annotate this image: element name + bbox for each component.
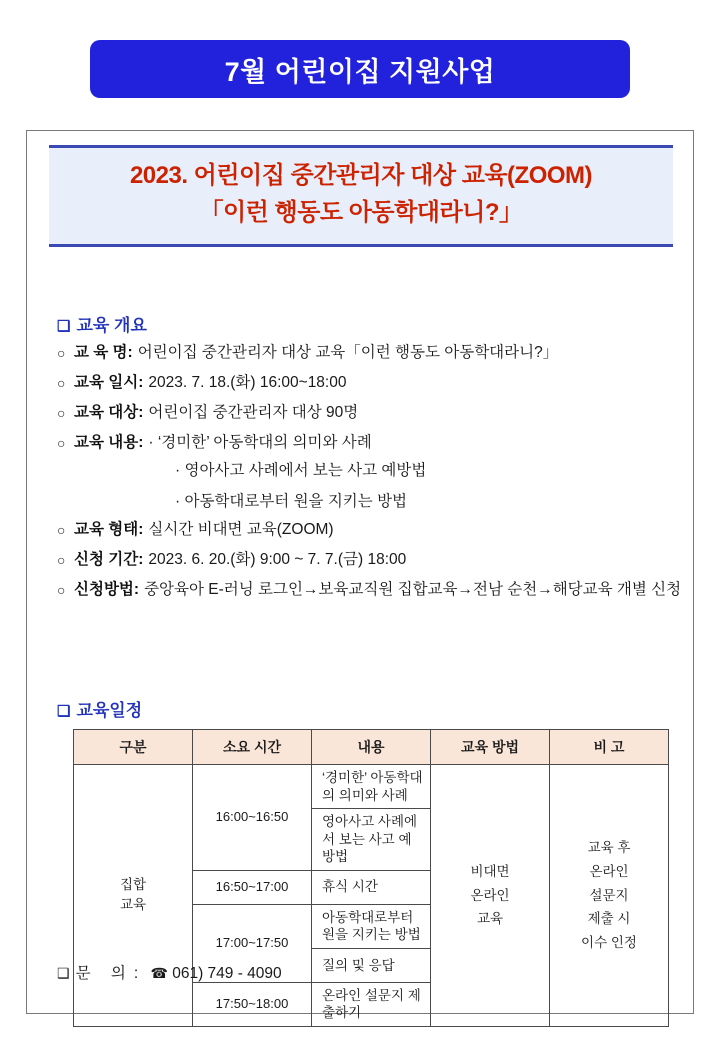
table-row — [74, 765, 669, 809]
list-item-value: 중앙육아 E-러닝 로그인→보육교직원 집합교육→전남 순천→해당교육 개별 신청 — [144, 580, 682, 598]
circle-bullet-icon: ○ — [57, 345, 66, 361]
cell-note — [550, 765, 669, 1027]
list-item — [57, 433, 677, 454]
cell-time: 16:50~17:00 — [193, 870, 312, 904]
cell-method-line-1: 비대면 — [470, 864, 510, 880]
section-heading-overview — [57, 311, 147, 336]
cell-time: 17:00~17:50 — [193, 904, 312, 982]
cell-method-line-2: 온라인 — [470, 887, 510, 903]
list-item — [57, 520, 677, 541]
banner-container — [90, 40, 630, 98]
square-bullet-icon: ❑ — [57, 703, 71, 720]
list-item-value: 어린이집 중간관리자 대상 90명 — [148, 403, 359, 421]
cell-note-line-5: 이수 인정 — [581, 934, 637, 950]
headline-line-2: 「이런 행동도 아동학대라니?」 — [199, 198, 523, 226]
circle-bullet-icon: ○ — [57, 374, 66, 391]
cell-content: ‘경미한’ 아동학대의 의미와 사례 — [312, 765, 431, 809]
cell-note-line-2: 온라인 — [589, 864, 629, 880]
cell-kind — [74, 765, 193, 1027]
list-sub-item: · 아동학대로부터 원을 지키는 방법 — [175, 492, 408, 510]
list-item-label: 교육 일시: — [74, 373, 144, 391]
overview-list — [57, 343, 682, 609]
list-item-value: 2023. 7. 18.(화) 16:00~18:00 — [148, 373, 347, 391]
list-item — [57, 373, 677, 394]
telephone-icon: ☎ — [150, 965, 168, 981]
column-header-content: 내용 — [312, 730, 431, 765]
list-item-value: · ‘경미한’ 아동학대의 의미와 사례 — [148, 433, 372, 451]
circle-bullet-icon: ○ — [57, 581, 66, 598]
list-item-value: 실시간 비대면 교육(ZOOM) — [148, 520, 334, 538]
headline-block — [49, 145, 673, 247]
column-header-method: 교육 방법 — [431, 730, 550, 765]
list-item — [57, 550, 677, 571]
contact-line — [57, 961, 282, 983]
list-item — [57, 343, 677, 364]
circle-bullet-icon: ○ — [57, 434, 66, 451]
list-item-value: 어린이집 중간관리자 대상 교육「이런 행동도 아동학대라니?」 — [137, 344, 559, 361]
cell-method — [431, 765, 550, 1027]
square-bullet-icon: ❑ — [57, 318, 71, 335]
cell-note-line-4: 제출 시 — [587, 911, 631, 927]
headline-line-1: 2023. 어린이집 중간관리자 대상 교육(ZOOM) — [129, 162, 593, 189]
cell-content: 아동학대로부터 원을 지키는 방법 — [312, 904, 431, 948]
list-item-label: 교육 내용: — [74, 433, 144, 451]
column-header-kind: 구분 — [74, 730, 193, 765]
section-heading-schedule-label: 교육일정 — [76, 701, 143, 720]
cell-time: 17:50~18:00 — [193, 982, 312, 1026]
contact-label: 문 의: — [75, 965, 147, 982]
section-heading-overview-label: 교육 개요 — [76, 316, 147, 335]
column-header-note: 비 고 — [550, 730, 669, 765]
circle-bullet-icon: ○ — [57, 404, 66, 421]
column-header-time: 소요 시간 — [193, 730, 312, 765]
list-sub-item: · 영아사고 사례에서 보는 사고 예방법 — [175, 461, 427, 479]
cell-content: 온라인 설문지 제출하기 — [312, 982, 431, 1026]
list-item — [57, 403, 677, 424]
cell-note-line-3: 설문지 — [589, 887, 629, 903]
list-item-label: 교 육 명: — [74, 344, 133, 361]
circle-bullet-icon: ○ — [57, 521, 66, 538]
cell-content: 휴식 시간 — [312, 870, 431, 904]
contact-phone-number: 061) 749 - 4090 — [172, 965, 282, 982]
cell-content: 질의 및 응답 — [312, 948, 431, 982]
cell-kind-line-2: 교육 — [119, 897, 147, 913]
list-item-label: 신청방법: — [74, 580, 140, 598]
list-item-value: 2023. 6. 20.(화) 9:00 ~ 7. 7.(금) 18:00 — [148, 550, 407, 568]
cell-method-line-3: 교육 — [476, 911, 504, 927]
cell-kind-line-1: 집합 — [119, 877, 147, 893]
section-heading-schedule — [57, 696, 142, 721]
list-item-label: 교육 형태: — [74, 520, 144, 538]
title-banner — [90, 40, 630, 98]
circle-bullet-icon: ○ — [57, 551, 66, 568]
cell-note-line-1: 교육 후 — [587, 840, 631, 856]
table-header-row — [74, 730, 669, 765]
notice-card — [26, 130, 694, 1021]
square-bullet-icon: ❑ — [57, 965, 70, 981]
list-item-label: 교육 대상: — [74, 403, 144, 421]
cell-time: 16:00~16:50 — [193, 765, 312, 871]
cell-content: 영아사고 사례에서 보는 사고 예방법 — [312, 809, 431, 871]
list-item-label: 신청 기간: — [74, 550, 144, 568]
list-item — [57, 580, 682, 601]
banner-title: 7월 어린이집 지원사업 — [224, 56, 496, 87]
